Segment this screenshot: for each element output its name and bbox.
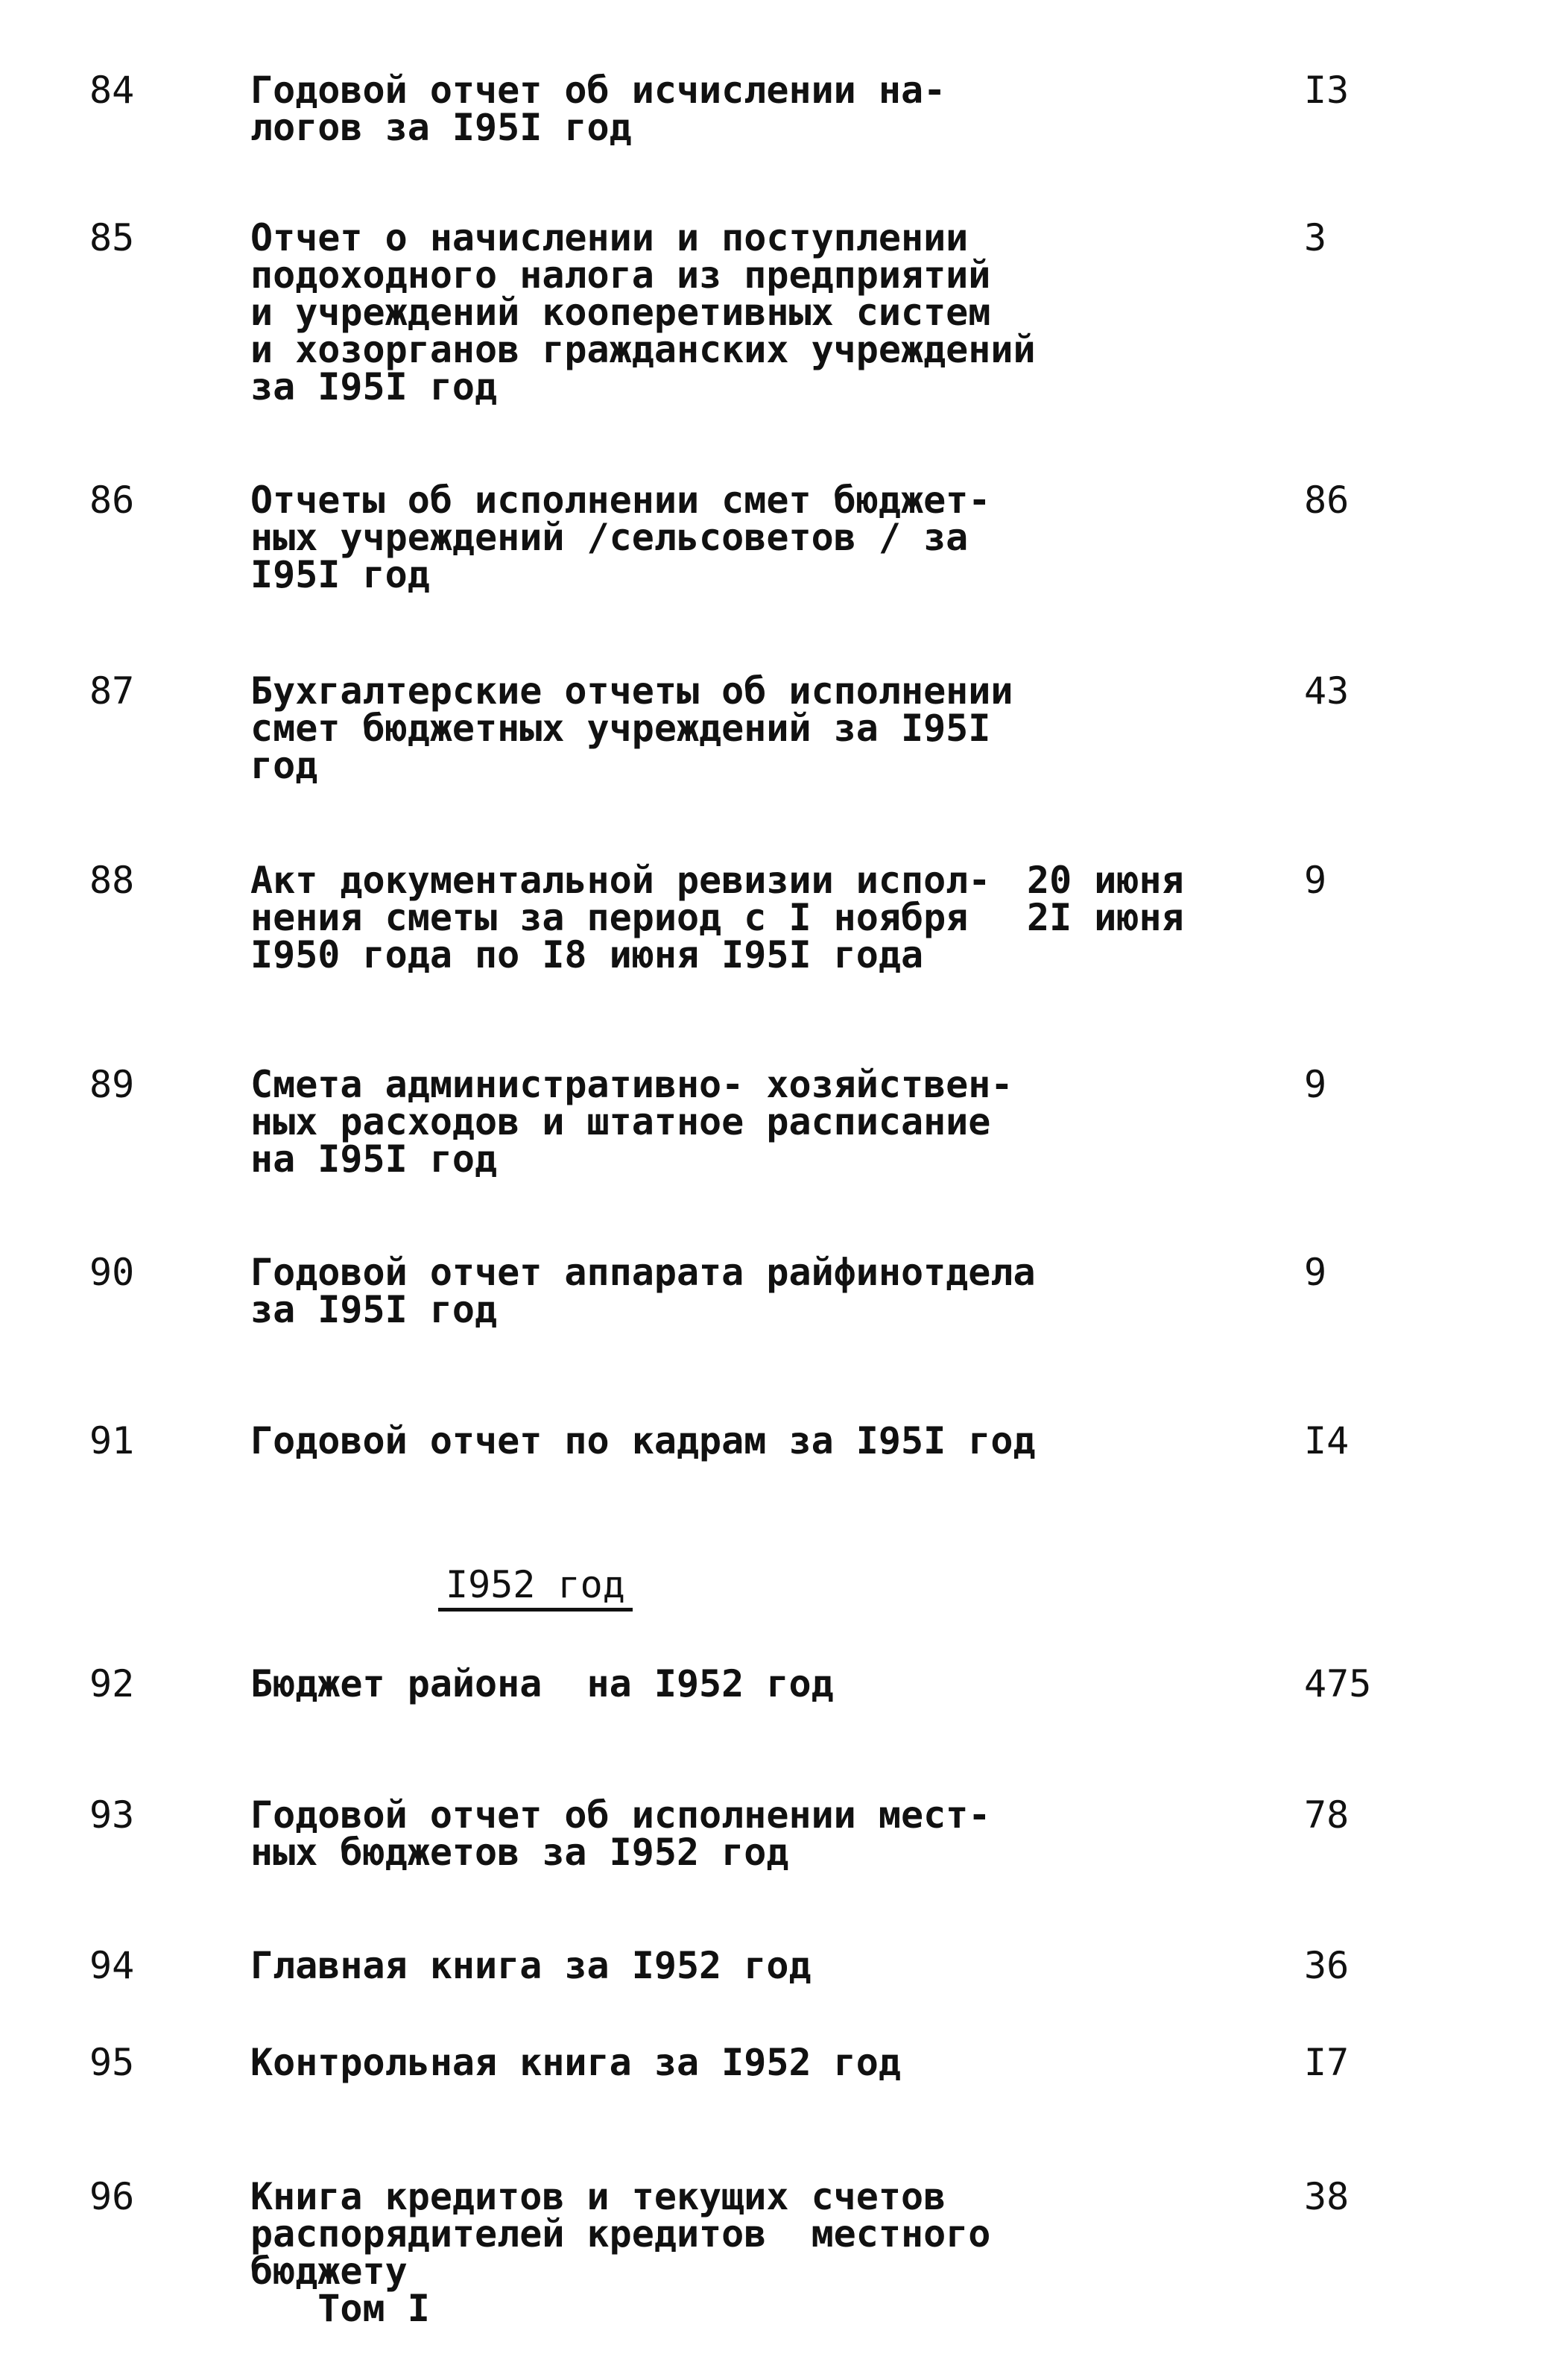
title-line: ных учреждений /сельсоветов / за — [250, 516, 969, 559]
title-line: Книга кредитов и текущих счетов — [250, 2175, 946, 2218]
item-title — [250, 1063, 1443, 1181]
sheet-count: 78 — [1304, 1793, 1350, 1837]
title-line: логов за I95I год — [250, 106, 632, 149]
sheet-count: I7 — [1304, 2041, 1350, 2084]
title-line: Годовой отчет об исчислении на- — [250, 69, 946, 112]
item-number: 87 — [89, 669, 135, 713]
section-heading-text: I952 год — [438, 1566, 633, 1612]
item-number: 86 — [89, 479, 135, 522]
title-line: ных расходов и штатное расписание — [250, 1100, 991, 1143]
title-line: Бухгалтерские отчеты об исполнении — [250, 669, 1013, 713]
sheet-count: I4 — [1304, 1419, 1350, 1462]
title-line: Годовой отчет по кадрам за I95I год — [250, 1419, 1036, 1462]
title-line: и хозорганов гражданских учреждений — [250, 328, 1036, 371]
item-title — [250, 2041, 1443, 2084]
item-number: 91 — [89, 1419, 135, 1462]
sheet-count: I3 — [1304, 69, 1350, 112]
sheet-count: 475 — [1304, 1662, 1372, 1705]
item-title — [250, 1944, 1443, 1987]
title-line: бюджету — [250, 2250, 408, 2293]
item-title — [250, 1662, 1443, 1705]
item-title — [250, 669, 1443, 787]
item-number: 93 — [89, 1793, 135, 1837]
title-line: за I95I год — [250, 365, 498, 408]
sheet-count: 86 — [1304, 479, 1350, 522]
sheet-count: 9 — [1304, 859, 1327, 902]
title-line: Отчет о начислении и поступлении — [250, 216, 969, 259]
title-line: нения сметы за период с I ноября — [250, 896, 969, 939]
sheet-count: 38 — [1304, 2175, 1350, 2218]
item-number: 96 — [89, 2175, 135, 2218]
title-line: Смета административно- хозяйствен- — [250, 1063, 1013, 1106]
item-title — [250, 69, 1443, 149]
item-title — [250, 859, 1443, 976]
item-number: 89 — [89, 1063, 135, 1106]
item-number: 85 — [89, 216, 135, 259]
item-title — [250, 1419, 1443, 1462]
item-title — [250, 216, 1443, 408]
item-title — [250, 1251, 1443, 1331]
title-line: I95I год — [250, 553, 430, 596]
item-number: 95 — [89, 2041, 135, 2084]
title-line: на I95I год — [250, 1137, 498, 1181]
sheet-count: 9 — [1304, 1251, 1327, 1294]
title-line: подоходного налога из предприятий — [250, 253, 991, 297]
item-title — [250, 2175, 1443, 2330]
item-number: 92 — [89, 1662, 135, 1705]
title-line: Том I — [250, 2287, 430, 2330]
title-line: ных бюджетов за I952 год — [250, 1831, 789, 1874]
title-line: смет бюджетных учреждений за I95I — [250, 707, 991, 750]
item-title — [250, 1793, 1443, 1874]
title-line: за I95I год — [250, 1288, 498, 1331]
item-number: 90 — [89, 1251, 135, 1294]
title-line: год — [250, 744, 318, 787]
item-number: 88 — [89, 859, 135, 902]
title-line: Годовой отчет аппарата райфинотдела — [250, 1251, 1036, 1294]
title-line: и учреждений кооперетивных систем — [250, 291, 991, 334]
sheet-count: 36 — [1304, 1944, 1350, 1987]
item-number: 94 — [89, 1944, 135, 1987]
title-line: Годовой отчет об исполнении мест- — [250, 1793, 991, 1837]
date-line: 20 июня — [1027, 859, 1184, 902]
sheet-count: 43 — [1304, 669, 1350, 713]
item-title — [250, 479, 1443, 596]
title-line: распорядителей кредитов местного — [250, 2212, 991, 2256]
title-line: Бюджет района на I952 год — [250, 1662, 834, 1705]
title-line: Контрольная книга за I952 год — [250, 2041, 901, 2084]
title-line: Главная книга за I952 год — [250, 1944, 812, 1987]
section-heading — [438, 1563, 633, 1612]
title-line: Акт документальной ревизии испол- — [250, 859, 991, 902]
revision-dates — [1027, 859, 1184, 939]
title-line: I950 года по I8 июня I95I года — [250, 933, 924, 976]
item-number: 84 — [89, 69, 135, 112]
sheet-count: 9 — [1304, 1063, 1327, 1106]
date-line: 2I июня — [1027, 896, 1184, 939]
title-line: Отчеты об исполнении смет бюджет- — [250, 479, 991, 522]
sheet-count: 3 — [1304, 216, 1327, 259]
